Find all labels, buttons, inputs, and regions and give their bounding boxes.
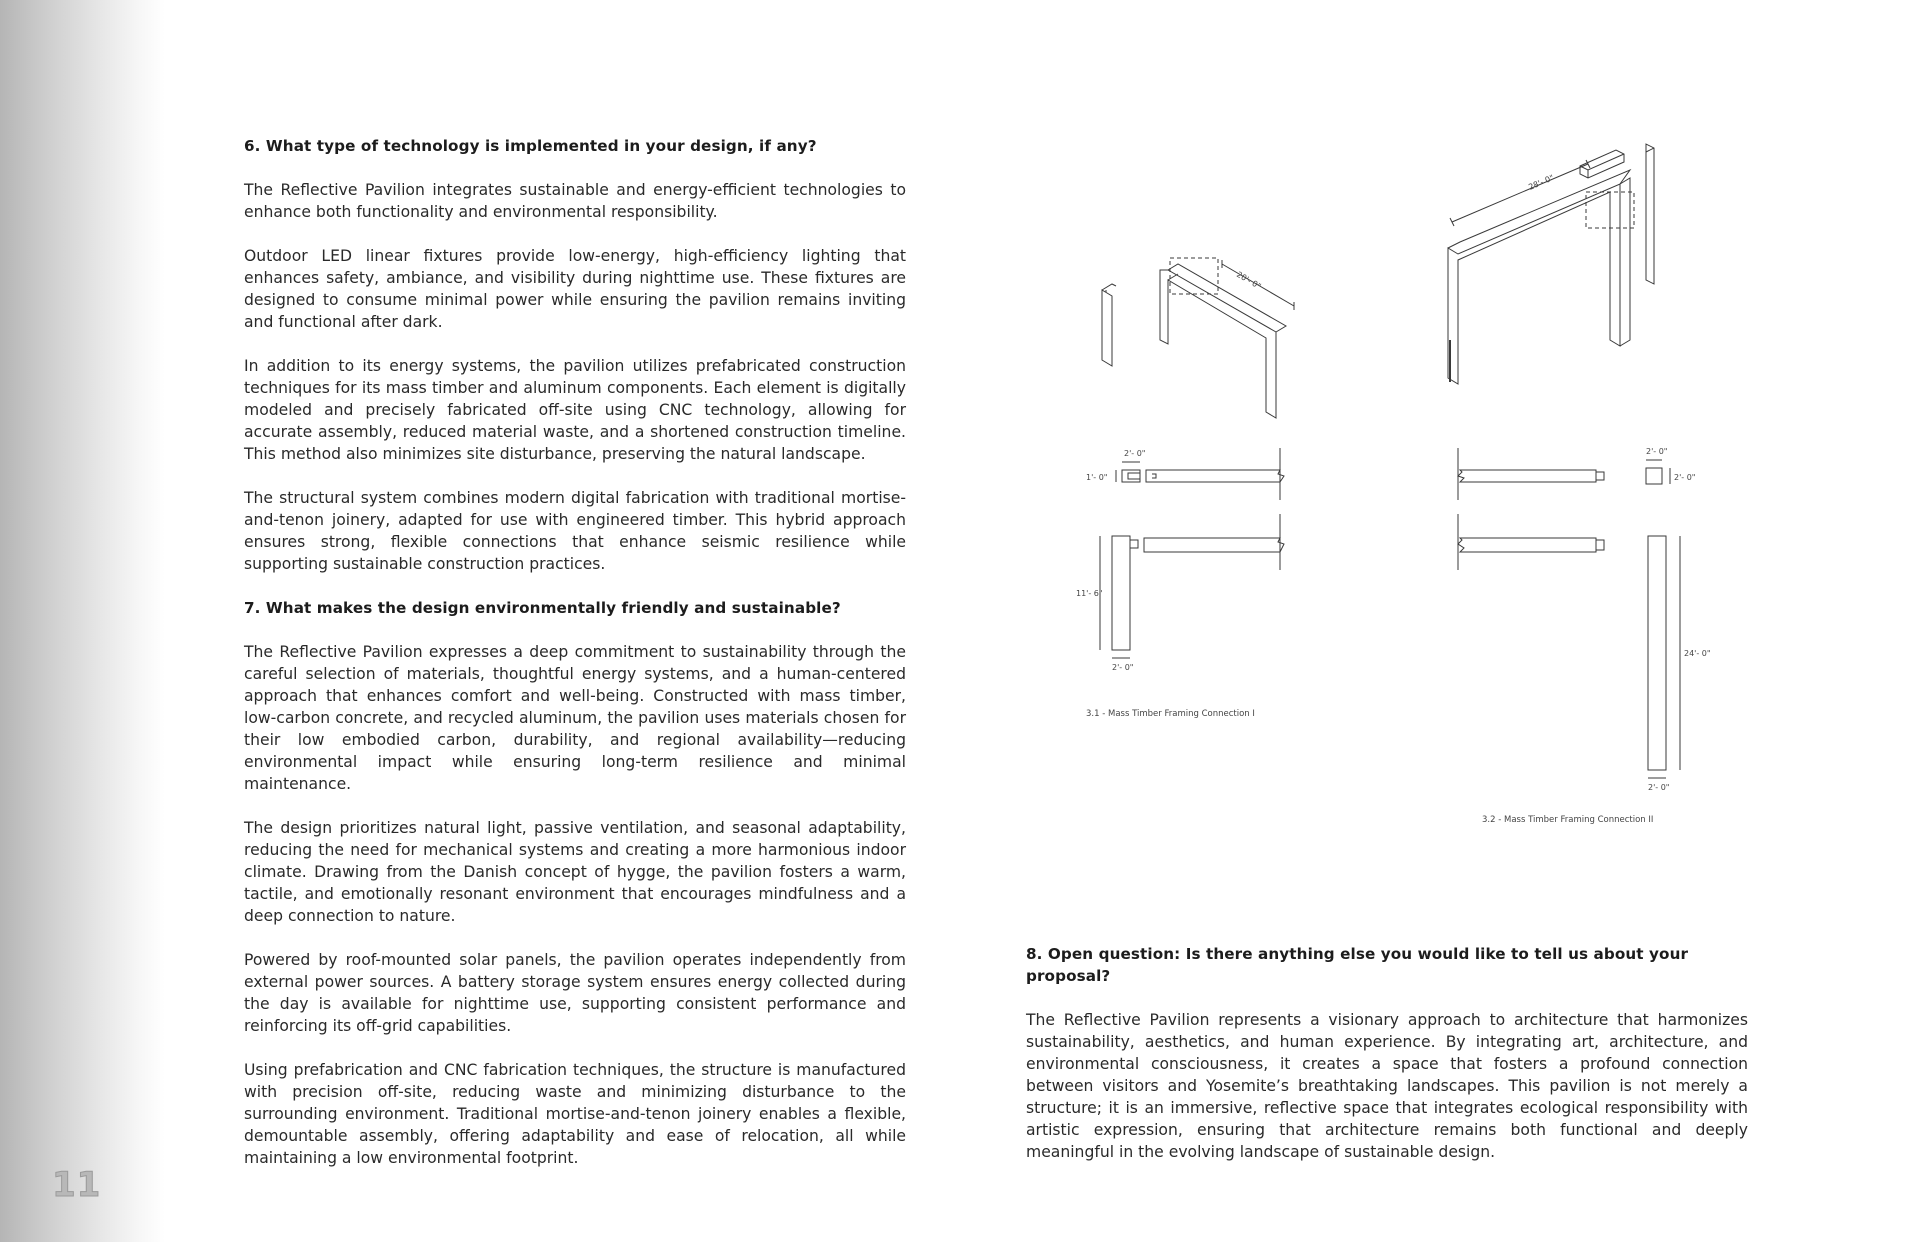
- framing-connection-drawings: [1040, 130, 1760, 850]
- dim-28ft: 28'- 0": [1527, 173, 1556, 192]
- answer-6-paragraph-3: In addition to its energy systems, the pavilion utilizes prefabricated construction techniques for its mass timber and aluminum components. Each element is digitally modeled and precisely fabricated off-site using CNC technology, allowing for accurate assembly, reduced material waste, and a shortened construction timeline. This method also minimizes site disturbance, preserving the natural landscape.: [244, 357, 906, 463]
- right-column: [1026, 943, 1748, 1185]
- connection-2-elevation-a: [1458, 448, 1670, 500]
- page-edge-gradient: [0, 0, 165, 1242]
- dim-2ft-a: 2'- 0": [1124, 449, 1146, 458]
- connection-2-elevation-b: [1458, 514, 1680, 778]
- dim-2ft-e: 2'- 0": [1648, 783, 1670, 792]
- dim-20ft: 20'- 0": [1235, 269, 1263, 292]
- dim-1ft: 1'- 0": [1086, 473, 1108, 482]
- answer-6-paragraph-1: The Reflective Pavilion integrates sustainable and energy-efficient technologies to enhance both functionality and environmental responsibility.: [244, 181, 906, 221]
- question-6-heading: 6. What type of technology is implemented in your design, if any?: [244, 137, 817, 155]
- page-number: 11: [52, 1165, 102, 1205]
- caption-connection-2: 3.2 - Mass Timber Framing Connection II: [1482, 815, 1654, 825]
- dim-2ft-d: 2'- 0": [1674, 473, 1696, 482]
- answer-7-paragraph-3: Powered by roof-mounted solar panels, the pavilion operates independently from external power sources. A battery storage system ensures energy collected during the day is available for nighttime use, supporting consistent performance and reinforcing its off-grid capabilities.: [244, 951, 906, 1035]
- dim-2ft-b: 2'- 0": [1112, 663, 1134, 672]
- dim-24ft: 24'- 0": [1684, 649, 1711, 658]
- answer-7-paragraph-1: The Reflective Pavilion expresses a deep commitment to sustainability through the careful selection of materials, thoughtful energy systems, and a human-centered approach that enhances comfort and well-being. Constructed with mass timber, low-carbon concrete, and recycled aluminum, the pavilion uses materials chosen for their low embodied carbon, durability, and regional availability—reducing environmental impact while ensuring long-term resilience and minimal maintenance.: [244, 643, 906, 793]
- dim-11ft6: 11'- 6": [1076, 589, 1103, 598]
- left-column: [244, 135, 906, 1191]
- iso-frame-1: [1102, 258, 1294, 418]
- answer-6-paragraph-4: The structural system combines modern digital fabrication with traditional mortise-and-tenon joinery, adapted for use with engineered timber. This hybrid approach ensures strong, flexible connections that enhance seismic resilience while supporting sustainable construction practices.: [244, 489, 906, 573]
- answer-7-paragraph-2: The design prioritizes natural light, passive ventilation, and seasonal adaptability, reducing the need for mechanical systems and creating a more harmonious indoor climate. Drawing from the Danish concept of hygge, the pavilion fosters a warm, tactile, and emotionally resonant environment that encourages mindfulness and a deep connection to nature.: [244, 819, 906, 925]
- technical-drawing: [1040, 130, 1760, 850]
- question-7-heading: 7. What makes the design environmentally friendly and sustainable?: [244, 599, 841, 617]
- dim-2ft-c: 2'- 0": [1646, 447, 1668, 456]
- question-8-heading: 8. Open question: Is there anything else you would like to tell us about your proposal?: [1026, 945, 1689, 985]
- answer-7-paragraph-4: Using prefabrication and CNC fabrication techniques, the structure is manufactured with precision off-site, reducing waste and minimizing disturbance to the surrounding environment. Traditional mortise-and-tenon joinery enables a flexible, demountable assembly, offering adaptability and ease of relocation, all while maintaining a low environmental footprint.: [244, 1061, 906, 1167]
- connection-1-elevation-b: [1100, 514, 1284, 658]
- caption-connection-1: 3.1 - Mass Timber Framing Connection I: [1086, 709, 1255, 719]
- answer-8-paragraph-1: The Reflective Pavilion represents a visionary approach to architecture that harmonizes sustainability, aesthetics, and human experience. By integrating art, architecture, and environmental consciousness, it creates a space that fosters a profound connection between visitors and Yosemite’s breathtaking landscapes. This pavilion is not merely a structure; it is an immersive, reflective space that integrates ecological responsibility with artistic expression, ensuring that architecture remains both functional and deeply meaningful in the evolving landscape of sustainable design.: [1026, 1011, 1748, 1161]
- answer-6-paragraph-2: Outdoor LED linear fixtures provide low-energy, high-efficiency lighting that enhances safety, ambiance, and visibility during nighttime use. These fixtures are designed to consume minimal power while ensuring the pavilion remains inviting and functional after dark.: [244, 247, 906, 331]
